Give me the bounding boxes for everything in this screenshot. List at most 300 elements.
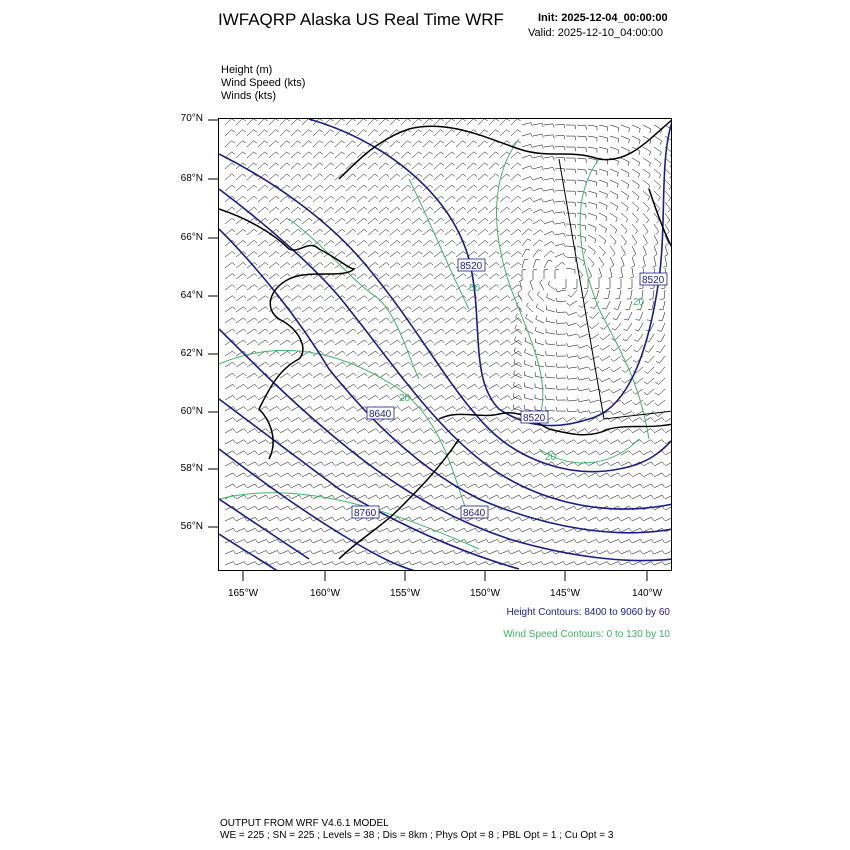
wind-barb xyxy=(599,562,607,565)
wind-barb xyxy=(346,218,353,224)
height-contours xyxy=(219,119,672,571)
wind-barb-flag xyxy=(408,229,411,232)
wind-barb xyxy=(390,528,398,532)
wind-barb xyxy=(313,318,320,323)
wind-barb-flag xyxy=(553,178,555,182)
wind-barb-flag xyxy=(541,220,544,223)
wind-barb xyxy=(500,307,507,312)
wind-barb xyxy=(236,506,244,510)
lon-label-150: 150°W xyxy=(469,588,501,599)
wind-barb-flag xyxy=(530,440,533,443)
wind-barb xyxy=(357,484,365,488)
wind-barb-flag xyxy=(276,218,279,220)
wind-barb xyxy=(625,356,632,362)
wind-speed-contours xyxy=(219,139,649,549)
wind-barb-flag xyxy=(244,407,247,410)
wind-barb xyxy=(236,207,243,213)
wind-barb-flag xyxy=(563,462,566,465)
wind-barb-flag xyxy=(567,375,568,379)
wind-barb-flag xyxy=(265,307,268,310)
wind-barb xyxy=(516,317,523,323)
wind-barb xyxy=(357,462,365,466)
wind-barb xyxy=(280,263,287,269)
wind-barb xyxy=(621,125,629,128)
wind-barb-flag xyxy=(244,495,246,498)
wind-barb xyxy=(313,362,321,367)
wind-barb-flag xyxy=(277,395,280,398)
wind-barb xyxy=(313,296,320,301)
wind-barb xyxy=(434,340,442,345)
wind-barb xyxy=(247,229,254,235)
wind-barb-flag xyxy=(635,330,639,331)
wind-barb xyxy=(643,213,649,220)
wind-barb xyxy=(313,229,320,235)
wind-barb xyxy=(599,136,608,138)
wind-barb xyxy=(546,310,555,312)
wind-barb-flag xyxy=(660,152,662,156)
wind-barb xyxy=(489,362,497,367)
wind-barb xyxy=(423,196,430,202)
wind-barb-flag xyxy=(552,528,554,531)
wind-barb-flag xyxy=(564,125,565,129)
wind-barb xyxy=(302,551,310,555)
wind-barb xyxy=(313,373,321,378)
wind-barb-flag xyxy=(507,318,510,321)
wind-barb-flag xyxy=(419,130,422,132)
wind-barb-flag xyxy=(475,473,478,476)
wind-barb-flag xyxy=(287,274,290,277)
wind-barb xyxy=(544,251,551,257)
wind-barb xyxy=(368,362,376,367)
wind-barb-flag xyxy=(486,473,489,476)
wind-barb-flag xyxy=(387,429,390,432)
wind-barb xyxy=(489,263,496,269)
wind-barb-flag xyxy=(552,418,555,421)
wind-barb xyxy=(665,191,671,198)
wind-barb xyxy=(599,202,607,206)
wind-barb xyxy=(302,440,310,444)
wind-barb xyxy=(357,141,364,147)
wind-barb-flag xyxy=(596,539,598,542)
wind-barb xyxy=(390,373,398,378)
wind-barb xyxy=(522,208,530,213)
wind-barb xyxy=(588,224,596,228)
wind-barb-flag xyxy=(629,562,631,565)
wind-barb-flag xyxy=(519,517,521,520)
wind-barb xyxy=(346,318,353,323)
wind-barb xyxy=(247,163,254,169)
wind-barb-flag xyxy=(419,307,422,310)
wind-barb-flag xyxy=(507,307,510,310)
wind-barb xyxy=(368,174,375,180)
wind-barb-flag xyxy=(242,119,245,121)
wind-barb xyxy=(225,528,233,532)
wind-barb-flag xyxy=(386,240,389,243)
wind-barb-flag xyxy=(607,539,609,542)
wind-barb xyxy=(511,130,518,136)
wind-barb-flag xyxy=(575,224,576,228)
wind-barb-flag xyxy=(464,528,466,531)
wind-barb-flag xyxy=(233,551,235,554)
wind-barb xyxy=(489,462,497,466)
wind-barb xyxy=(588,539,596,543)
wind-barb xyxy=(269,163,276,169)
wind-barb xyxy=(478,440,486,444)
wind-barb-flag xyxy=(321,440,324,443)
wind-barb xyxy=(610,462,618,466)
wind-barb-flag xyxy=(430,307,433,310)
wind-barb-flag xyxy=(496,307,499,310)
wind-barb-flag xyxy=(580,297,584,298)
wind-barb-flag xyxy=(442,340,445,343)
wind-barb-flag xyxy=(578,377,580,381)
wind-barb xyxy=(236,218,243,224)
wind-barb xyxy=(522,440,530,444)
wind-barb-flag xyxy=(255,562,257,565)
wind-barb xyxy=(225,551,233,555)
wind-barb xyxy=(500,218,507,224)
wind-barb-flag xyxy=(298,296,301,299)
wind-barb-flag xyxy=(353,218,356,220)
wind-barb-flag xyxy=(376,351,379,354)
wind-barb-flag xyxy=(309,307,312,310)
wind-barb xyxy=(291,407,299,412)
wind-barb xyxy=(247,562,255,565)
wind-barb-flag xyxy=(233,373,236,376)
wind-barb xyxy=(225,384,233,389)
wind-barb xyxy=(313,130,320,136)
wind-barb xyxy=(280,163,287,169)
wind-barb-flag xyxy=(640,517,642,520)
wind-barb-flag xyxy=(409,362,412,365)
wind-barb-flag xyxy=(526,302,528,305)
wind-barb-flag xyxy=(288,528,290,531)
wind-barb xyxy=(434,484,442,488)
wind-barb-flag xyxy=(386,218,389,220)
wind-barb xyxy=(445,551,453,555)
wind-barb-flag xyxy=(375,207,378,209)
wind-barb-flag xyxy=(320,285,323,288)
wind-barb-flag xyxy=(629,418,632,421)
wind-barb-flag xyxy=(233,484,235,487)
wind-barb xyxy=(514,363,522,367)
wind-barb-flag xyxy=(243,152,246,154)
wind-barb-flag xyxy=(343,462,346,465)
wind-barb-flag xyxy=(575,202,576,206)
wind-barb xyxy=(423,119,429,125)
wind-barb-flag xyxy=(277,528,279,531)
wind-barb xyxy=(580,345,589,348)
wind-barb-flag xyxy=(266,473,269,476)
height-label-5 xyxy=(461,506,488,519)
wind-barb-flag xyxy=(519,407,522,410)
wind-barb xyxy=(632,125,640,129)
wind-barb xyxy=(280,407,288,412)
wind-barb-flag xyxy=(662,495,664,498)
wind-barb-flag xyxy=(353,240,356,243)
wind-barb-flag xyxy=(442,440,445,443)
wind-barb-flag xyxy=(233,517,235,520)
wind-barb xyxy=(621,213,628,219)
wind-barb-flag xyxy=(612,328,616,330)
wind-barb xyxy=(401,562,409,565)
wind-barb-flag xyxy=(342,185,345,187)
wind-barb-flag xyxy=(629,451,632,454)
wind-barb xyxy=(467,296,474,301)
wind-barb xyxy=(599,517,607,521)
wind-barb xyxy=(379,229,386,235)
wind-barb xyxy=(324,318,331,323)
speed-label-3: 20 xyxy=(399,393,411,404)
wind-barb-flag xyxy=(618,161,619,165)
wind-barb xyxy=(280,384,288,389)
wind-barb-flag xyxy=(528,239,532,241)
wind-barb xyxy=(544,260,548,268)
wind-barb xyxy=(434,562,442,565)
wind-barb-flag xyxy=(298,174,301,176)
wind-barb-flag xyxy=(585,495,587,498)
wind-barb xyxy=(280,218,287,224)
wind-barb-flag xyxy=(607,495,609,498)
wind-barb xyxy=(610,136,619,139)
wind-barb-flag xyxy=(651,418,654,421)
wind-barb-flag xyxy=(365,440,368,443)
wind-barb-flag xyxy=(528,291,531,294)
wind-barb xyxy=(533,240,540,246)
map-panel[interactable] xyxy=(218,118,672,571)
wind-barb xyxy=(533,495,541,499)
wind-barb-flag xyxy=(600,327,603,329)
wind-barb-flag xyxy=(265,196,268,199)
wind-barb-flag xyxy=(398,551,400,554)
wind-barb xyxy=(346,528,354,532)
wind-barb-flag xyxy=(288,484,290,487)
wind-barb-flag xyxy=(376,362,379,365)
wind-barb-flag xyxy=(233,418,236,421)
wind-barb-flag xyxy=(276,240,279,243)
wind-barb xyxy=(390,163,397,169)
wind-barb xyxy=(624,411,632,415)
wind-barb-flag xyxy=(354,351,357,354)
wind-barb xyxy=(584,290,588,298)
wind-barb-flag xyxy=(616,207,617,211)
wind-barb xyxy=(379,163,386,169)
wind-barb-flag xyxy=(266,462,269,465)
wind-barb-flag xyxy=(585,562,587,565)
wind-barb-flag xyxy=(441,163,444,165)
wind-barb-flag xyxy=(646,220,649,223)
wind-barb xyxy=(632,484,640,488)
wind-barb xyxy=(335,141,342,147)
wind-barb xyxy=(569,301,577,306)
wind-barb xyxy=(357,551,365,555)
wind-barb xyxy=(511,152,518,158)
wind-barb xyxy=(621,429,629,433)
wind-barb xyxy=(236,229,243,235)
wind-barb-flag xyxy=(441,296,444,299)
wind-barb xyxy=(478,329,486,334)
wind-barb xyxy=(324,307,331,312)
wind-barb-flag xyxy=(265,285,268,288)
wind-barb xyxy=(546,355,555,356)
wind-barb-flag xyxy=(409,484,411,487)
wind-barb-flag xyxy=(567,322,569,326)
wind-barb xyxy=(258,329,266,334)
lat-label-66: 66°N xyxy=(180,232,203,243)
wind-barb-flag xyxy=(442,395,445,398)
wind-barb xyxy=(280,440,288,444)
wind-barb-flag xyxy=(430,252,433,255)
wind-barb xyxy=(346,462,354,466)
wind-barb xyxy=(357,473,365,477)
wind-barb-flag xyxy=(420,429,423,432)
wind-barb xyxy=(247,318,254,323)
wind-barb xyxy=(423,252,430,258)
wind-barb-flag xyxy=(321,340,324,343)
wind-barb-flag xyxy=(519,473,522,476)
wind-barb-flag xyxy=(430,296,433,299)
wind-barb xyxy=(535,342,544,345)
wind-barb-flag xyxy=(657,341,661,342)
wind-barb xyxy=(588,147,597,149)
height-contour xyxy=(219,399,519,569)
wind-barb-flag xyxy=(508,484,510,487)
wind-barb-flag xyxy=(618,429,621,432)
wind-barb-flag xyxy=(463,185,466,187)
wind-barb xyxy=(225,429,233,433)
wind-barb-flag xyxy=(420,551,422,554)
wind-barb-flag xyxy=(464,329,467,332)
wind-barb-flag xyxy=(564,135,565,139)
wind-barb-flag xyxy=(604,241,606,245)
wind-barb xyxy=(544,528,552,532)
wind-barb-flag xyxy=(578,324,581,327)
wind-barb xyxy=(599,462,607,466)
wind-barb xyxy=(236,329,244,334)
wind-barb-flag xyxy=(354,440,357,443)
wind-barb-flag xyxy=(365,495,367,498)
wind-barb-flag xyxy=(409,418,412,421)
wind-barb-flag xyxy=(622,380,625,383)
wind-barb xyxy=(456,407,464,412)
wind-barb xyxy=(456,274,463,279)
wind-barb-flag xyxy=(495,119,498,121)
wind-barb xyxy=(247,506,255,510)
wind-barb xyxy=(478,362,486,367)
wind-barb-flag xyxy=(644,243,647,246)
wind-barb-flag xyxy=(518,274,521,277)
wind-barb xyxy=(522,239,528,246)
wind-barb xyxy=(269,196,276,202)
wind-barb xyxy=(412,462,420,466)
wind-barb xyxy=(602,356,610,361)
wind-barb xyxy=(346,119,352,125)
wind-barb-flag xyxy=(298,252,301,255)
wind-barb xyxy=(313,551,321,555)
wind-barb xyxy=(379,484,387,488)
wind-barb xyxy=(467,119,473,125)
wind-barb xyxy=(445,395,453,400)
wind-barb-flag xyxy=(298,229,301,232)
wind-barb-flag xyxy=(265,218,268,220)
wind-barb-flag xyxy=(657,209,660,212)
wind-barb-flag xyxy=(276,130,279,132)
wind-barb xyxy=(269,429,277,433)
wind-barb xyxy=(478,229,485,235)
wind-barb-flag xyxy=(265,141,268,143)
wind-barb xyxy=(357,384,365,389)
wind-barb xyxy=(445,307,452,312)
wind-barb-flag xyxy=(474,218,477,220)
wind-barb-flag xyxy=(431,407,434,410)
wind-barb-flag xyxy=(497,517,499,520)
wind-barb-flag xyxy=(598,277,602,279)
wind-barb xyxy=(335,551,343,555)
wind-barb-flag xyxy=(596,429,599,432)
wind-barb-flag xyxy=(364,274,367,277)
wind-barb xyxy=(654,473,662,477)
wind-barb xyxy=(613,411,621,415)
wind-barb-flag xyxy=(298,130,301,132)
wind-barb-flag xyxy=(522,269,526,270)
wind-barb-flag xyxy=(530,177,532,180)
wind-barb xyxy=(236,551,244,555)
wind-barb-flag xyxy=(397,296,400,299)
wind-barb xyxy=(579,400,588,402)
wind-barb xyxy=(588,484,596,488)
wind-barb xyxy=(511,528,519,532)
wind-barb-flag xyxy=(508,362,511,365)
wind-barb-flag xyxy=(508,462,511,465)
wind-barb-flag xyxy=(585,440,588,443)
wind-barb-flag xyxy=(342,307,345,310)
wind-barb-flag xyxy=(600,368,603,371)
wind-barb xyxy=(324,141,331,147)
wind-barb xyxy=(535,376,544,378)
wind-barb xyxy=(258,384,266,389)
wind-barb xyxy=(511,185,518,191)
wind-barb-flag xyxy=(453,329,456,332)
wind-barb-flag xyxy=(441,196,444,199)
wind-barb-flag xyxy=(519,495,521,498)
wind-barb-flag xyxy=(255,517,257,520)
wind-barb xyxy=(456,296,463,301)
wind-barb-flag xyxy=(464,362,467,365)
wind-barb-flag xyxy=(431,551,433,554)
wind-barb-flag xyxy=(254,307,257,310)
wind-barb xyxy=(621,539,629,543)
wind-barb-flag xyxy=(464,473,467,476)
wind-barb-flag xyxy=(309,218,312,220)
wind-barb-flag xyxy=(508,517,510,520)
variable-wind-speed: Wind Speed (kts) xyxy=(221,77,306,89)
height-contour-legend: Height Contours: 8400 to 9060 by 60 xyxy=(506,607,670,618)
wind-barb-flag xyxy=(463,318,466,321)
wind-barb xyxy=(412,473,420,477)
wind-barb xyxy=(592,323,599,329)
wind-barb xyxy=(500,517,508,521)
wind-barb-flag xyxy=(508,384,511,387)
wind-barb xyxy=(533,156,542,158)
wind-barb xyxy=(654,180,661,186)
wind-barb xyxy=(346,285,353,290)
wind-barb xyxy=(423,130,430,136)
wind-barb-flag xyxy=(254,141,257,143)
wind-barb xyxy=(511,373,519,378)
wind-barb xyxy=(324,185,331,191)
wind-barb xyxy=(302,451,310,455)
wind-barb-flag xyxy=(364,252,367,255)
